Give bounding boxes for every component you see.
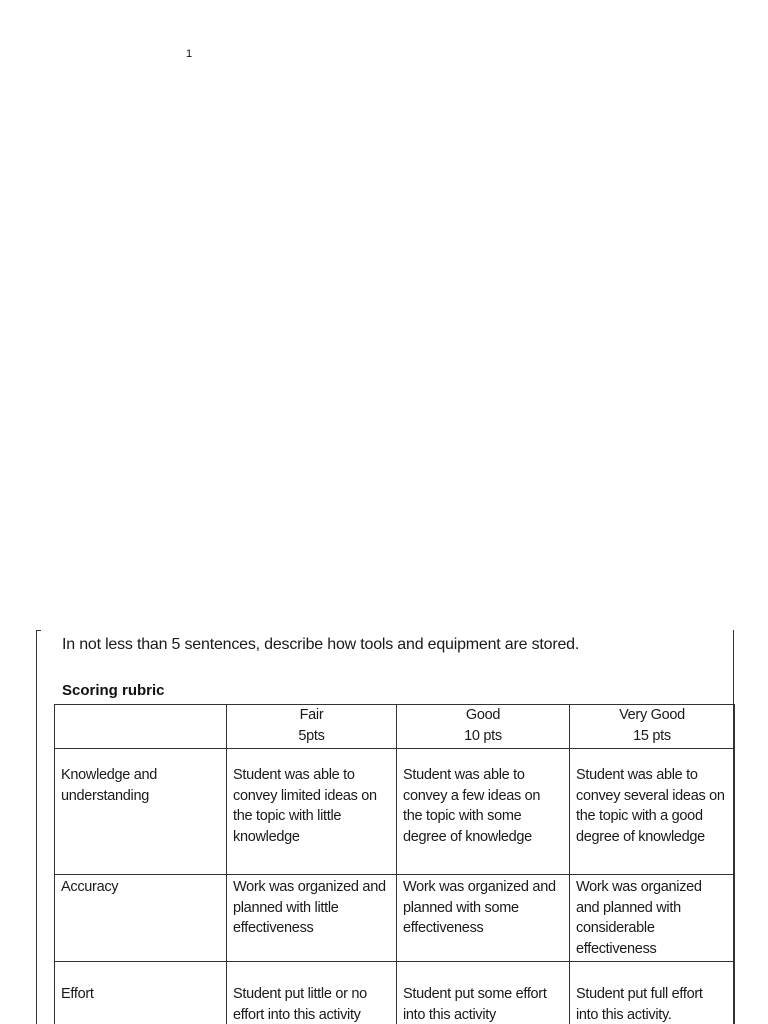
page-number: 1	[186, 48, 193, 60]
good-cell: Student put some effort into this activity	[397, 962, 570, 1024]
frame-left-border	[36, 630, 37, 1024]
criterion-cell: Knowledge and understanding	[55, 749, 227, 875]
table-row	[55, 749, 735, 875]
fair-cell: Student put little or no effort into this activity	[227, 962, 397, 1024]
header-very-good	[570, 705, 735, 749]
table-row	[55, 875, 735, 962]
header-fair-points: 5pts	[298, 727, 325, 744]
frame-left-corner	[36, 630, 41, 631]
very-good-cell: Work was organized and planned with considerable effectiveness	[570, 875, 735, 962]
criterion-cell: Effort	[55, 962, 227, 1024]
good-cell: Work was organized and planned with some effectiveness	[397, 875, 570, 962]
rubric-table	[54, 704, 735, 1024]
criterion-cell: Accuracy	[55, 875, 227, 962]
fair-cell: Student was able to convey limited ideas on the topic with little knowledge	[227, 749, 397, 875]
fair-cell: Work was organized and planned with little effectiveness	[227, 875, 397, 962]
good-cell: Student was able to convey a few ideas on the topic with some degree of knowledge	[397, 749, 570, 875]
header-good-points: 10 pts	[464, 727, 502, 744]
instruction-text: In not less than 5 sentences, describe how tools and equipment are stored.	[62, 636, 580, 653]
very-good-cell: Student put full effort into this activity.	[570, 962, 735, 1024]
scanned-rubric-image	[0, 618, 768, 1024]
very-good-cell: Student was able to convey several ideas on the topic with a good degree of knowledge	[570, 749, 735, 875]
header-good-label: Good	[465, 707, 501, 723]
table-row	[55, 962, 735, 1024]
header-fair-label: Fair	[299, 707, 324, 723]
header-blank-cell	[55, 705, 227, 749]
rubric-header-row	[55, 705, 735, 749]
header-good	[397, 705, 570, 749]
header-very-good-label: Very Good	[619, 707, 685, 723]
header-fair	[227, 705, 397, 749]
header-very-good-points: 15 pts	[633, 727, 671, 744]
rubric-title: Scoring rubric	[62, 682, 165, 699]
